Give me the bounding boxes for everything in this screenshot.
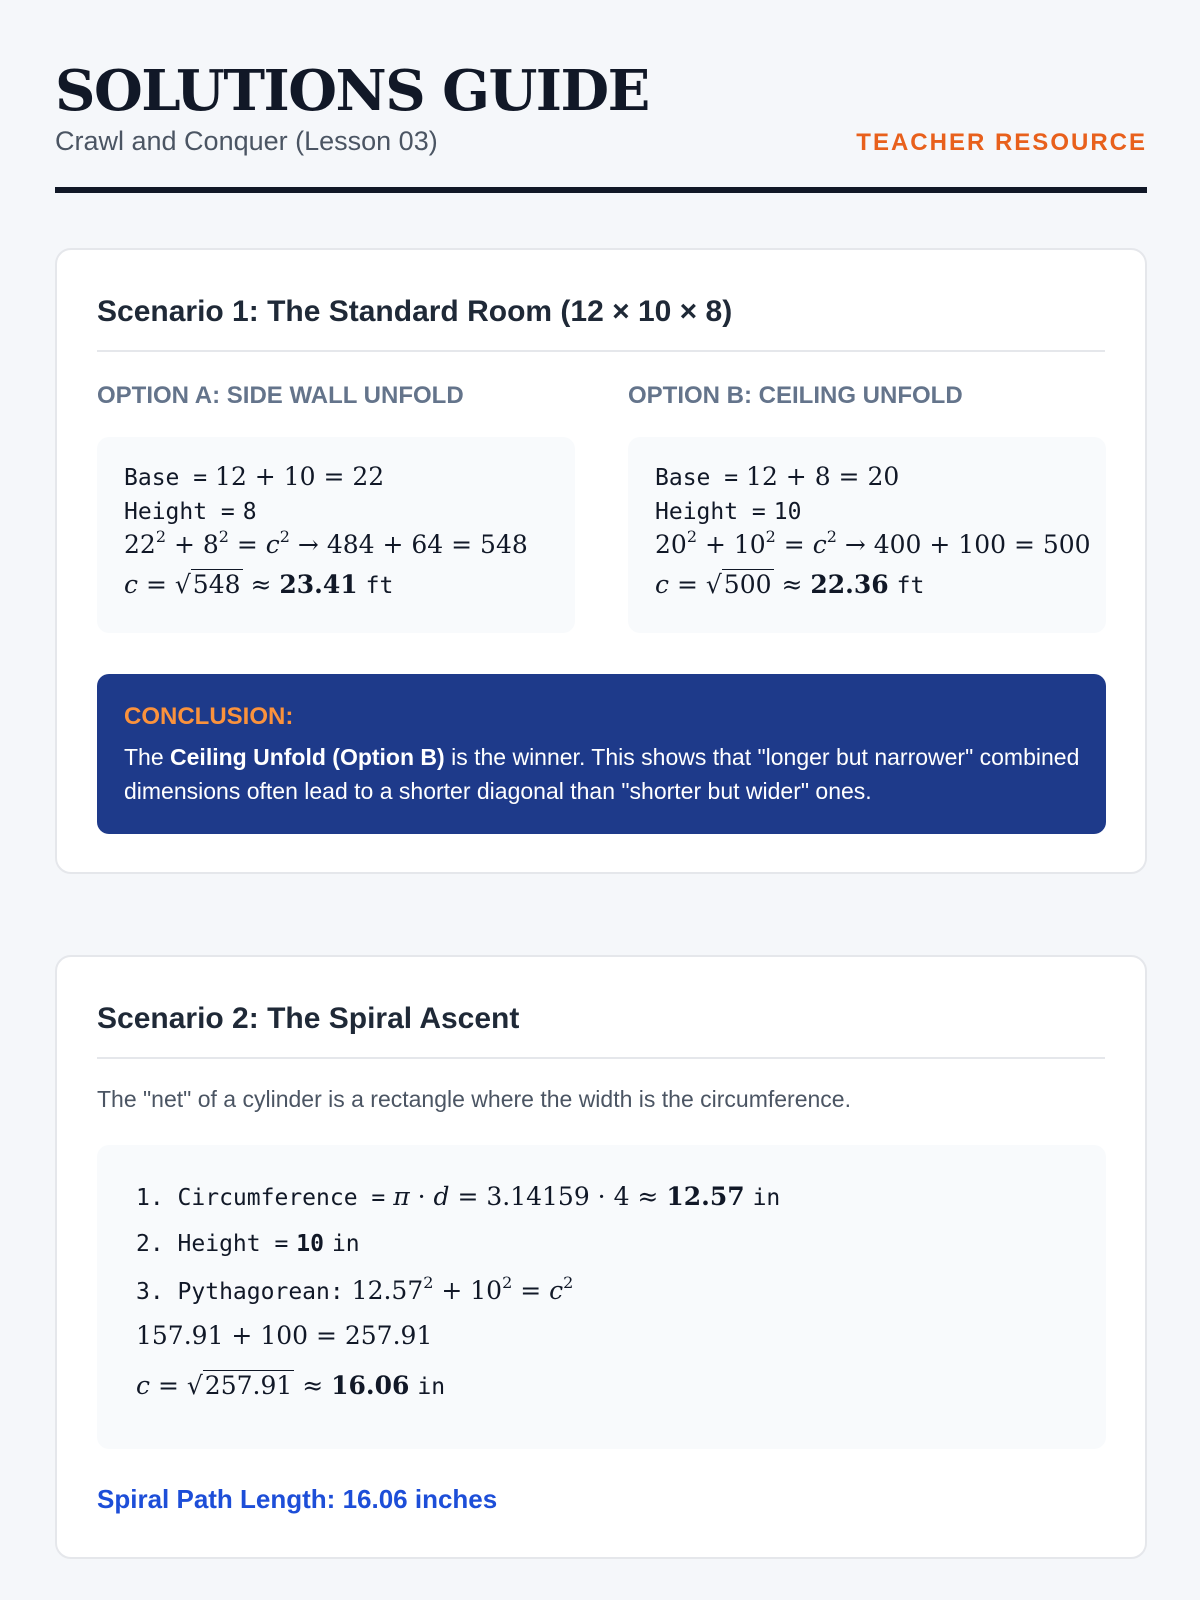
step-2-line (136, 1227, 360, 1260)
step-2-value: 10 (296, 1231, 324, 1257)
scenario-1-title: Scenario 1: The Standard Room (12 × 10 × 8) (97, 295, 733, 328)
final-unit: in (417, 1374, 446, 1400)
option-a-pythagorean-line: $22^2 + 8^2 = c^2 \to 484 + 64 = 548$ (124, 527, 528, 559)
leg-a: 22 (124, 530, 156, 559)
step-3-line: 3. Pythagorean: $12.57^2 + 10^2 = c^2$ (136, 1273, 574, 1305)
step-3-leg-a: 12.57 (351, 1276, 424, 1305)
radicand: 500 (723, 570, 772, 599)
option-b-math-box (628, 437, 1106, 633)
step-1-label: 1. Circumference = (136, 1185, 386, 1211)
page-title: SOLUTIONS GUIDE (55, 58, 649, 124)
step-3-leg-b: 10 (470, 1276, 503, 1305)
unit: ft (365, 573, 394, 599)
conclusion-text-after: is the winner. This shows that "longer but narrower" combined dimensions often lead to a shorter diagonal than "shorter but wider" ones. (124, 744, 1080, 804)
sum-expression: 484 + 64 = 548 (326, 530, 528, 559)
option-b-pythagorean-line: $20^2 + 10^2 = c^2 \to 400 + 100 = 500$ (655, 527, 1091, 559)
option-b-label: OPTION B: CEILING UNFOLD (628, 382, 963, 409)
conclusion-text-bold: Ceiling Unfold (Option B) (170, 744, 445, 770)
option-b-result-line: c = √500 ≈ 22.36 ft (655, 570, 925, 599)
scenario-2-intro: The "net" of a cylinder is a rectangle where the width is the circumference. (97, 1086, 851, 1112)
header-rule (55, 187, 1147, 193)
option-a-label: OPTION A: SIDE WALL UNFOLD (97, 382, 464, 409)
sum-line (136, 1320, 432, 1352)
option-b-height-line (655, 495, 801, 528)
base-label: Base = (655, 465, 739, 491)
final-line: c = √257.91 ≈ 16.06 in (136, 1371, 446, 1400)
page (55, 0, 1147, 1514)
result-value: 23.41 (279, 570, 358, 599)
sum-expression: 400 + 100 = 500 (873, 530, 1091, 559)
conclusion-text (124, 740, 1084, 808)
sum-expression: 157.91 + 100 = 257.91 (136, 1321, 433, 1350)
option-a-result-line: c = √548 ≈ 23.41 ft (124, 570, 394, 599)
base-expression: 12 + 8 = 20 (746, 462, 900, 491)
option-a-base-line (124, 461, 384, 494)
scenario-2-divider (97, 1057, 1105, 1059)
scenario-2-card (55, 955, 1147, 1559)
header (55, 0, 1147, 193)
conclusion-title: CONCLUSION: (124, 703, 294, 730)
step-2-label: 2. Height = (136, 1231, 289, 1257)
conclusion-text-before: The (124, 744, 171, 770)
teacher-resource-badge: TEACHER RESOURCE (856, 129, 1147, 156)
unit: ft (896, 573, 925, 599)
height-value: 8 (242, 499, 257, 525)
scenario-2-title: Scenario 2: The Spiral Ascent (97, 1002, 520, 1035)
leg-a: 20 (655, 530, 687, 559)
option-a-height-line (124, 495, 257, 528)
scenario-1-card (55, 248, 1147, 874)
step-1-result: 12.57 (666, 1182, 745, 1211)
option-b-base-line (655, 461, 899, 494)
base-expression: 12 + 10 = 22 (215, 462, 385, 491)
result-value: 22.36 (810, 570, 889, 599)
conclusion-panel (97, 674, 1106, 834)
step-2-unit: in (331, 1231, 360, 1257)
option-a-math-box (97, 437, 575, 633)
step-1-unit: in (752, 1185, 781, 1211)
height-label: Height = (655, 499, 766, 525)
height-label: Height = (124, 499, 235, 525)
scenario-2-math-box (97, 1145, 1106, 1449)
final-result: 16.06 (331, 1371, 410, 1400)
spiral-path-result: Spiral Path Length: 16.06 inches (97, 1484, 498, 1514)
step-1-expression: 3.14159 · 4 ≈ (486, 1182, 659, 1211)
radicand: 548 (192, 570, 241, 599)
base-label: Base = (124, 465, 208, 491)
leg-b: 10 (733, 530, 766, 559)
scenario-1-divider (97, 350, 1105, 352)
step-3-label: 3. Pythagorean: (136, 1279, 344, 1305)
radicand: 257.91 (204, 1371, 293, 1400)
step-1-line: 1. Circumference = π · d = 3.14159 · 4 ≈ 12.57 in (136, 1182, 781, 1211)
leg-b: 8 (202, 530, 219, 559)
height-value: 10 (773, 499, 802, 525)
page-subtitle: Crawl and Conquer (Lesson 03) (55, 126, 438, 156)
